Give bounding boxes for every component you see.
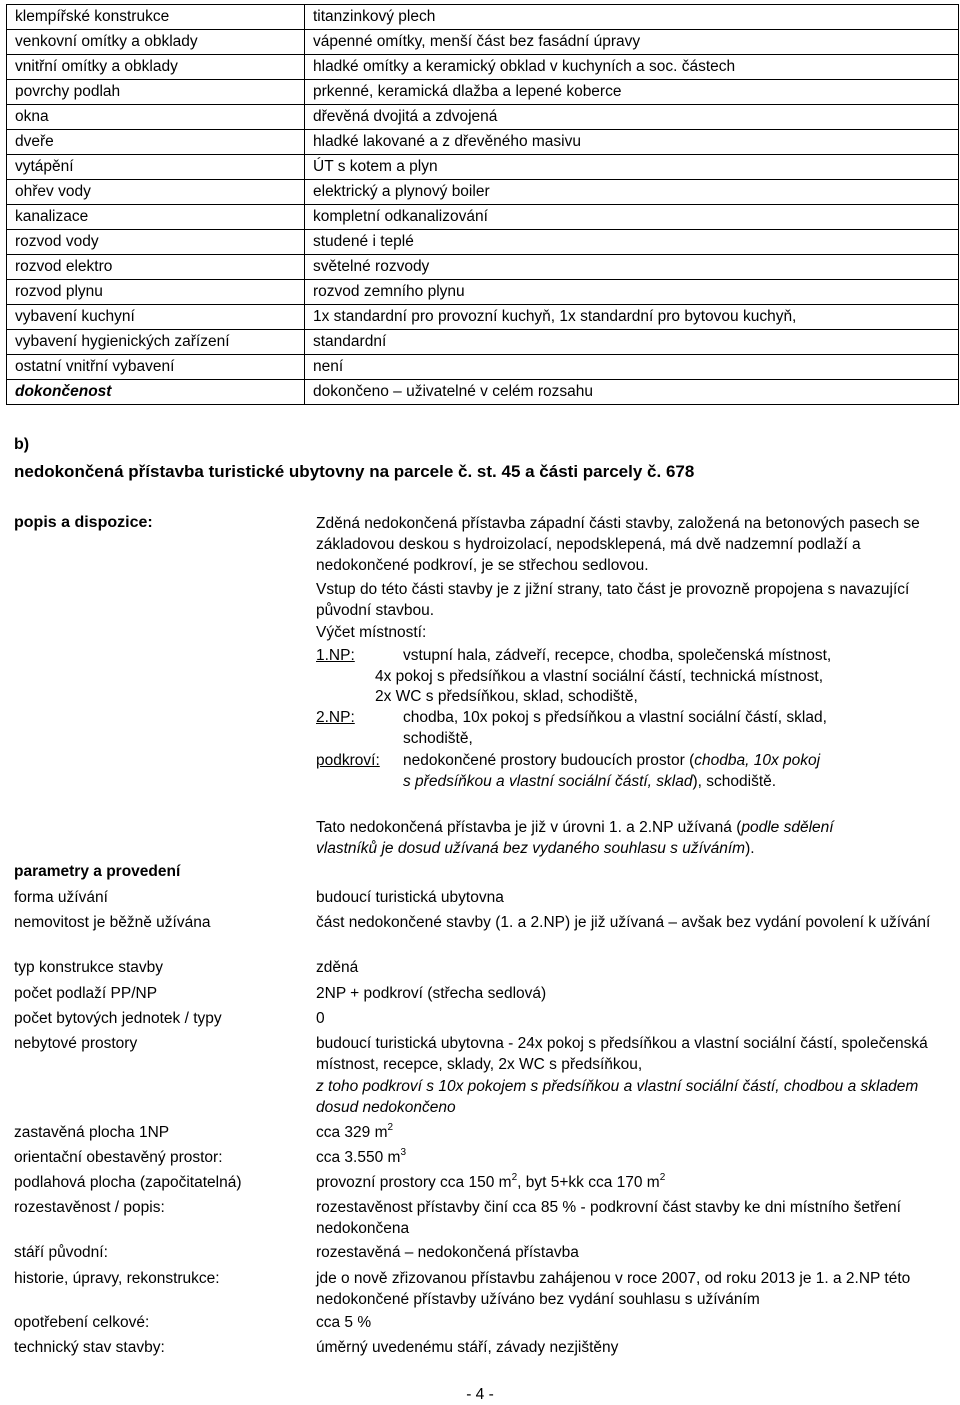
podlahova-value: provozní prostory cca 150 $m^2$, byt 5+kk cca 170 $m^2$	[316, 1172, 666, 1191]
table-row	[7, 305, 959, 330]
page-number: - 4 -	[466, 1386, 494, 1403]
params-heading: parametry a provedení	[14, 863, 181, 880]
row-value: elektrický a plynový boiler	[305, 180, 959, 205]
row-value: studené i teplé	[305, 230, 959, 255]
row-label: rozvod elektro	[7, 255, 305, 280]
opotrebeni-value: cca 5 %	[316, 1314, 372, 1331]
row-value: kompletní odkanalizování	[305, 205, 959, 230]
row-value: dokončeno – uživatelné v celém rozsahu	[305, 380, 959, 405]
table-row	[7, 80, 959, 105]
table-row	[7, 130, 959, 155]
table-row	[7, 255, 959, 280]
floor2-line: chodba, 10x pokoj s předsíňkou a vlastní sociální částí, sklad,	[403, 709, 827, 726]
zastavena-label: zastavěná plocha 1NP	[14, 1124, 170, 1141]
rozestavenost-value: rozestavěnost přístavby činí cca 85 % - podkrovní část stavby ke dni místního šetření nedokončena	[316, 1199, 901, 1237]
row-value: vápenné omítky, menší část bez fasádní úpravy	[305, 30, 959, 55]
row-value: hladké omítky a keramický obklad v kuchyních a soc. částech	[305, 55, 959, 80]
nemovitost-label: nemovitost je běžně užívána	[14, 914, 211, 931]
row-label: rozvod vody	[7, 230, 305, 255]
table-row	[7, 355, 959, 380]
table-row	[7, 380, 959, 405]
table-row	[7, 30, 959, 55]
row-value: standardní	[305, 330, 959, 355]
section-marker: b)	[14, 436, 30, 453]
row-value: dřevěná dvojitá a zdvojená	[305, 105, 959, 130]
floor1-line: vstupní hala, zádveří, recepce, chodba, společenská místnost,	[403, 647, 832, 664]
floor1-label: 1.NP:	[316, 647, 355, 664]
rooms-heading: Výčet místností:	[316, 624, 427, 641]
floor2-line: schodiště,	[403, 730, 473, 747]
table-row	[7, 155, 959, 180]
popis-label: popis a dispozice:	[14, 514, 153, 531]
row-label: ostatní vnitřní vybavení	[7, 355, 305, 380]
opotrebeni-label: opotřebení celkové:	[14, 1314, 150, 1331]
popis-intro: Zděná nedokončená přístavba západní části stavby, založená na betonových pasech se základovou deskou s hydroizolací, nepodsklepená, má dvě nadzemní podlaží a nedokončené podkroví, je se střechou sedlovou.	[316, 515, 920, 574]
table-row	[7, 180, 959, 205]
table-row	[7, 205, 959, 230]
row-value: prkenné, keramická dlažba a lepené koberce	[305, 80, 959, 105]
nebytove-value: budoucí turistická ubytovna - 24x pokoj s předsíňkou a vlastní sociální částí, společenská místnost, recepce, sklady, 2x WC s předsíňkou,	[316, 1035, 928, 1073]
row-label: okna	[7, 105, 305, 130]
row-label: dokončenost	[7, 380, 305, 405]
jednotky-value: 0	[316, 1010, 325, 1027]
row-label: povrchy podlah	[7, 80, 305, 105]
row-label: vytápění	[7, 155, 305, 180]
row-label: rozvod plynu	[7, 280, 305, 305]
typ-label: typ konstrukce stavby	[14, 959, 164, 976]
forma-value: budoucí turistická ubytovna	[316, 889, 504, 906]
jednotky-label: počet bytových jednotek / typy	[14, 1010, 222, 1027]
table-row	[7, 105, 959, 130]
table-row	[7, 55, 959, 80]
usage-note: Tato nedokončená přístavba je již v úrovni 1. a 2.NP užívaná (podle sdělení vlastníků je dosud užívaná bez vydaného souhlasu s užíváním).	[316, 819, 834, 857]
row-value: není	[305, 355, 959, 380]
row-value: titanzinkový plech	[305, 5, 959, 30]
row-label: kanalizace	[7, 205, 305, 230]
forma-label: forma užívání	[14, 889, 108, 906]
section-title: nedokončená přístavba turistické ubytovny na parcele č. st. 45 a části parcely č. 678	[14, 462, 695, 481]
row-label: vnitřní omítky a obklady	[7, 55, 305, 80]
obestaveny-label: orientační obestavěný prostor:	[14, 1149, 223, 1166]
nebytove-label: nebytové prostory	[14, 1035, 138, 1052]
row-value: hladké lakované a z dřevěného masivu	[305, 130, 959, 155]
row-value: rozvod zemního plynu	[305, 280, 959, 305]
historie-label: historie, úpravy, rekonstrukce:	[14, 1270, 220, 1287]
technicky-label: technický stav stavby:	[14, 1339, 165, 1356]
stari-label: stáří původní:	[14, 1244, 108, 1261]
row-value: ÚT s kotem a plyn	[305, 155, 959, 180]
row-label: venkovní omítky a obklady	[7, 30, 305, 55]
row-label: dveře	[7, 130, 305, 155]
row-label: klempířské konstrukce	[7, 5, 305, 30]
attic-line: nedokončené prostory budoucích prostor (chodba, 10x pokoj	[403, 752, 821, 769]
popis-access: Vstup do této části stavby je z jižní strany, tato část je provozně propojena s navazující původní stavbou.	[316, 581, 910, 619]
table-row	[7, 330, 959, 355]
row-label: vybavení kuchyní	[7, 305, 305, 330]
floor1-line: 2x WC s předsíňkou, sklad, schodiště,	[375, 688, 638, 705]
table-row	[7, 230, 959, 255]
row-label: vybavení hygienických zařízení	[7, 330, 305, 355]
historie-value: jde o nově zřizovanou přístavbu zahájenou v roce 2007, od roku 2013 je 1. a 2.NP této nedokončené přístavby užíváno bez vydání souhlasu s užíváním	[316, 1270, 911, 1308]
podlahova-label: podlahová plocha (započitatelná)	[14, 1174, 242, 1191]
equipment-table	[6, 4, 959, 405]
row-value: světelné rozvody	[305, 255, 959, 280]
table-row	[7, 5, 959, 30]
nebytove-note: z toho podkroví s 10x pokojem s předsíňkou a vlastní sociální částí, chodbou a skladem dosud nedokončeno	[316, 1078, 919, 1116]
podlazi-label: počet podlaží PP/NP	[14, 985, 158, 1002]
row-value: 1x standardní pro provozní kuchyň, 1x standardní pro bytovou kuchyň,	[305, 305, 959, 330]
technicky-value: úměrný uvedenému stáří, závady nezjištěny	[316, 1339, 619, 1356]
rozestavenost-label: rozestavěnost / popis:	[14, 1199, 165, 1216]
floor2-label: 2.NP:	[316, 709, 355, 726]
attic-label: podkroví:	[316, 752, 380, 769]
stari-value: rozestavěná – nedokončená přístavba	[316, 1244, 579, 1261]
zastavena-value: cca 329 $m^2$	[316, 1122, 394, 1141]
table-row	[7, 280, 959, 305]
podlazi-value: 2NP + podkroví (střecha sedlová)	[316, 985, 547, 1002]
row-label: ohřev vody	[7, 180, 305, 205]
typ-value: zděná	[316, 959, 359, 976]
attic-line: s předsíňkou a vlastní sociální částí, sklad), schodiště.	[403, 773, 777, 790]
obestaveny-value: cca 3.550 $m^3$	[316, 1147, 406, 1166]
floor1-line: 4x pokoj s předsíňkou a vlastní sociální částí, technická místnost,	[375, 668, 823, 685]
nemovitost-value: část nedokončené stavby (1. a 2.NP) je již užívaná – avšak bez vydání povolení k užívání	[316, 914, 931, 931]
